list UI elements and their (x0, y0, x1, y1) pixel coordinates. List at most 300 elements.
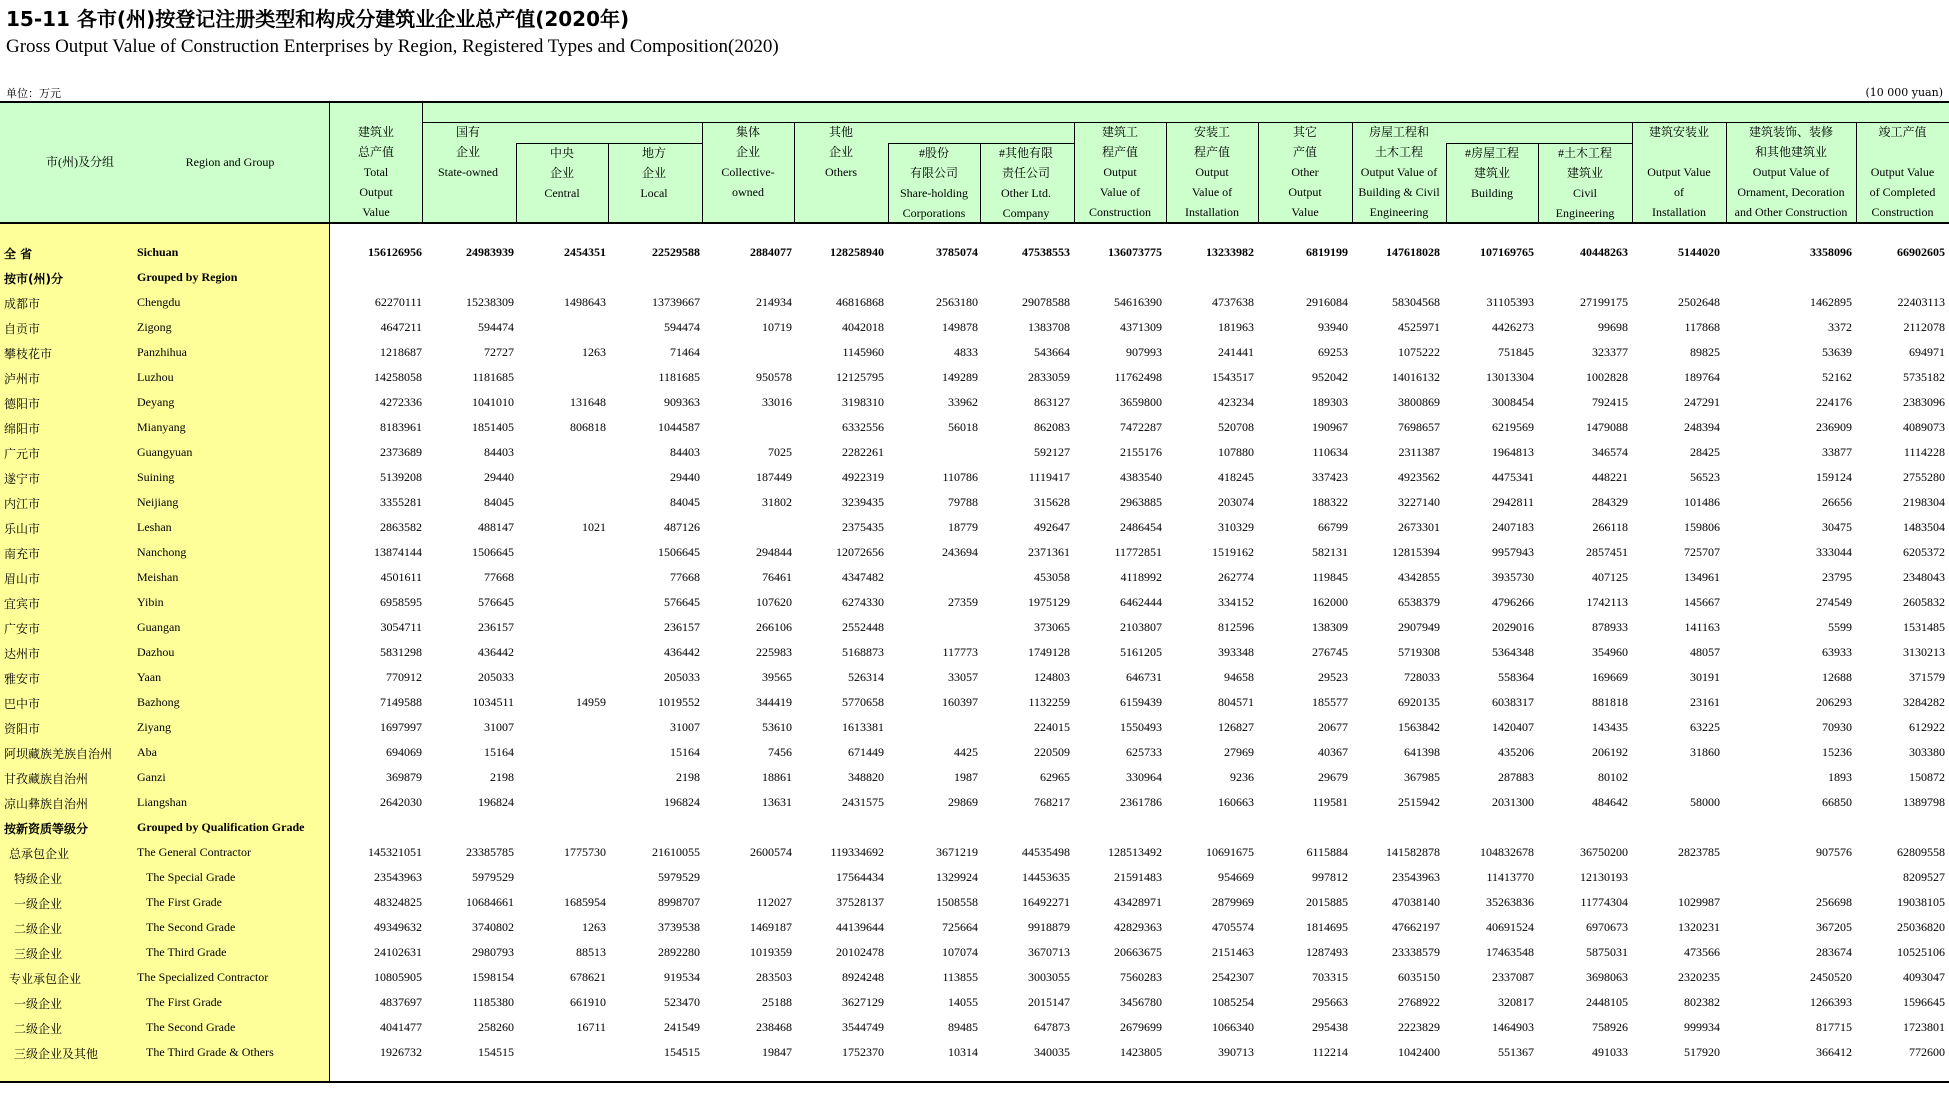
table-cell: 53610 (762, 720, 792, 734)
table-cell: 4501611 (380, 570, 422, 584)
table-cell: 1723801 (1903, 1020, 1945, 1034)
table-cell: 21591483 (1114, 870, 1162, 884)
table-cell: 369879 (386, 770, 422, 784)
table-cell: 266106 (756, 620, 792, 634)
header-central: 中央 企业 Central (544, 146, 580, 200)
table-cell: 5161205 (1120, 645, 1162, 659)
table-cell: 11774304 (1580, 895, 1628, 909)
table-cell: 58304568 (1392, 295, 1440, 309)
table-cell: 2486454 (1120, 520, 1162, 534)
table-cell: 1287493 (1306, 945, 1348, 959)
table-cell: 53639 (1822, 345, 1852, 359)
table-cell: 6219569 (1492, 420, 1534, 434)
row-label-en: Yaan (137, 670, 162, 684)
table-cell: 17463548 (1486, 945, 1534, 959)
table-cell: 134961 (1684, 570, 1720, 584)
table-cell: 21610055 (652, 845, 700, 859)
table-cell: 725664 (942, 920, 978, 934)
header-building: #房屋工程 建筑业 Building (1464, 146, 1519, 200)
row-label-cn: 一级企业 (14, 897, 63, 911)
row-label-en: The Second Grade (146, 920, 236, 934)
table-cell: 17564434 (836, 870, 884, 884)
table-cell: 1021 (582, 520, 606, 534)
table-cell: 2892280 (658, 945, 700, 959)
table-cell: 725707 (1684, 545, 1720, 559)
table-cell: 147618028 (1386, 245, 1440, 259)
table-cell: 4647211 (380, 320, 422, 334)
header-stub-cn: 市(州)及分组 (46, 155, 114, 169)
table-cell: 72727 (484, 345, 514, 359)
table-cell: 2879969 (1212, 895, 1254, 909)
table-cell: 66799 (1318, 520, 1348, 534)
table-cell: 48057 (1690, 645, 1720, 659)
row-label-cn: 遂宁市 (4, 472, 41, 486)
table-cell: 258260 (478, 1020, 514, 1034)
row-label-cn: 内江市 (4, 497, 41, 511)
table-cell: 23161 (1690, 695, 1720, 709)
table-row (0, 465, 1949, 490)
table-cell: 491033 (1592, 1045, 1628, 1059)
table-row (0, 440, 1949, 465)
table-cell: 2320235 (1678, 970, 1720, 984)
table-cell: 15164 (484, 745, 514, 759)
table-cell: 7025 (768, 445, 792, 459)
table-row (0, 715, 1949, 740)
row-label-en: The First Grade (146, 995, 222, 1009)
table-cell: 661910 (570, 995, 606, 1009)
table-cell: 15236 (1822, 745, 1852, 759)
table-cell: 44139644 (836, 920, 884, 934)
table-cell: 4796266 (1492, 595, 1534, 609)
table-cell: 15238309 (466, 295, 514, 309)
table-cell: 5770658 (842, 695, 884, 709)
table-cell: 6538379 (1398, 595, 1440, 609)
table-cell: 22529588 (652, 245, 700, 259)
row-label-cn: 二级企业 (14, 922, 63, 936)
table-cell: 1066340 (1212, 1020, 1254, 1034)
table-cell: 189764 (1684, 370, 1720, 384)
row-label-cn: 专业承包企业 (9, 972, 82, 986)
row-label-en: The Second Grade (146, 1020, 236, 1034)
table-row (0, 265, 1949, 290)
table-cell: 66850 (1822, 795, 1852, 809)
table-cell: 907576 (1816, 845, 1852, 859)
table-cell: 3935730 (1492, 570, 1534, 584)
table-cell: 1814695 (1306, 920, 1348, 934)
row-label-cn: 特级企业 (14, 872, 63, 886)
table-cell: 1002828 (1586, 370, 1628, 384)
table-cell: 6159439 (1120, 695, 1162, 709)
table-cell: 196824 (478, 795, 514, 809)
table-cell: 6332556 (842, 420, 884, 434)
table-cell: 366412 (1816, 1045, 1852, 1059)
table-cell: 27199175 (1580, 295, 1628, 309)
table-row (0, 340, 1949, 365)
row-label-cn: 凉山彝族自治州 (4, 797, 89, 811)
table-cell: 77668 (670, 570, 700, 584)
table-cell: 39565 (762, 670, 792, 684)
table-cell: 2454351 (564, 245, 606, 259)
table-cell: 54616390 (1114, 295, 1162, 309)
table-cell: 266118 (1592, 520, 1628, 534)
table-cell: 5979529 (472, 870, 514, 884)
table-cell: 112214 (1312, 1045, 1348, 1059)
table-cell: 276745 (1312, 645, 1348, 659)
row-label-cn: 德阳市 (4, 397, 41, 411)
table-cell: 131648 (570, 395, 606, 409)
table-cell: 56523 (1690, 470, 1720, 484)
table-cell: 15164 (670, 745, 700, 759)
table-cell: 1119417 (1028, 470, 1070, 484)
table-cell: 238468 (756, 1020, 792, 1034)
table-cell: 1041010 (472, 395, 514, 409)
table-cell: 24102631 (374, 945, 422, 959)
table-cell: 2155176 (1120, 445, 1162, 459)
table-cell: 3659800 (1120, 395, 1162, 409)
table-cell: 3670713 (1028, 945, 1070, 959)
table-cell: 592127 (1034, 445, 1070, 459)
table-cell: 333044 (1816, 545, 1852, 559)
table-row (0, 940, 1949, 965)
table-cell: 3003055 (1028, 970, 1070, 984)
table-cell: 1752370 (842, 1045, 884, 1059)
table-cell: 1019552 (658, 695, 700, 709)
table-cell: 4342855 (1398, 570, 1440, 584)
table-cell: 10719 (762, 320, 792, 334)
table-cell: 205033 (478, 670, 514, 684)
table-cell: 997812 (1312, 870, 1348, 884)
table-cell: 143435 (1592, 720, 1628, 734)
table-cell: 107880 (1218, 445, 1254, 459)
table-cell: 23795 (1822, 570, 1852, 584)
row-label-cn: 巴中市 (4, 697, 41, 711)
table-cell: 49349632 (374, 920, 422, 934)
table-cell: 23385785 (466, 845, 514, 859)
row-label-en: The Third Grade (146, 945, 227, 959)
row-label-cn: 阿坝藏族羌族自治州 (4, 747, 113, 761)
table-cell: 256698 (1816, 895, 1852, 909)
table-cell: 247291 (1684, 395, 1720, 409)
table-cell: 2371361 (1028, 545, 1070, 559)
table-cell: 31802 (762, 495, 792, 509)
table-cell: 33057 (948, 670, 978, 684)
table-cell: 14453635 (1022, 870, 1070, 884)
table-cell: 2673301 (1398, 520, 1440, 534)
table-cell: 30191 (1690, 670, 1720, 684)
table-cell: 862083 (1034, 420, 1070, 434)
table-cell: 196824 (664, 795, 700, 809)
table-cell: 23543963 (374, 870, 422, 884)
table-cell: 694971 (1909, 345, 1945, 359)
table-cell: 63225 (1690, 720, 1720, 734)
table-cell: 62965 (1040, 770, 1070, 784)
row-label-cn: 绵阳市 (4, 422, 41, 436)
table-cell: 320817 (1498, 995, 1534, 1009)
table-cell: 13739667 (652, 295, 700, 309)
table-cell: 1263 (582, 920, 606, 934)
header-collective: 集体 企业 Collective- owned (721, 125, 775, 199)
table-cell: 954669 (1218, 870, 1254, 884)
table-cell: 6819199 (1306, 245, 1348, 259)
table-cell: 37528137 (836, 895, 884, 909)
row-label-en: Deyang (137, 395, 175, 409)
table-cell: 16711 (576, 1020, 606, 1034)
row-label-en: The Third Grade & Others (146, 1045, 274, 1059)
table-cell: 27359 (948, 595, 978, 609)
table-cell: 206192 (1592, 745, 1628, 759)
table-cell: 5735182 (1903, 370, 1945, 384)
table-cell: 29078588 (1022, 295, 1070, 309)
table-cell: 2605832 (1903, 595, 1945, 609)
table-cell: 29523 (1318, 670, 1348, 684)
table-row (0, 990, 1949, 1015)
header-stub-en: Region and Group (185, 155, 275, 169)
table-cell: 66902605 (1897, 245, 1945, 259)
table-cell: 19847 (762, 1045, 792, 1059)
table-cell: 1423805 (1120, 1045, 1162, 1059)
bottom-rule (0, 1081, 1949, 1083)
table-cell: 119581 (1312, 795, 1348, 809)
table-cell: 12125795 (836, 370, 884, 384)
header-installation: 安装工 程产值 Output Value of Installation (1185, 125, 1239, 219)
table-cell: 334152 (1218, 595, 1254, 609)
table-cell: 162000 (1312, 595, 1348, 609)
table-cell: 24983939 (466, 245, 514, 259)
header-building-civil: 房屋工程和 土木工程 Output Value of Building & Civil Engineering (1358, 125, 1440, 219)
table-cell: 4383540 (1120, 470, 1162, 484)
table-row (0, 740, 1949, 765)
row-label-en: Ziyang (137, 720, 171, 734)
table-cell: 1075222 (1398, 345, 1440, 359)
table-cell: 274549 (1816, 595, 1852, 609)
table-row (0, 565, 1949, 590)
table-cell: 35263836 (1486, 895, 1534, 909)
table-cell: 2857451 (1586, 545, 1628, 559)
table-cell: 181963 (1218, 320, 1254, 334)
table-cell: 295438 (1312, 1020, 1348, 1034)
table-cell: 79788 (948, 495, 978, 509)
table-cell: 2980793 (472, 945, 514, 959)
table-cell: 367205 (1816, 920, 1852, 934)
header-other-output: 其它 产值 Other Output Value (1288, 125, 1322, 219)
table-cell: 3227140 (1398, 495, 1440, 509)
table-cell: 1181685 (472, 370, 514, 384)
table-cell: 1893 (1828, 770, 1852, 784)
table-cell: 2282261 (842, 445, 884, 459)
table-cell: 29440 (484, 470, 514, 484)
table-cell: 4041477 (380, 1020, 422, 1034)
table-cell: 310329 (1218, 520, 1254, 534)
row-label-cn: 二级企业 (14, 1022, 63, 1036)
table-cell: 47538553 (1022, 245, 1070, 259)
table-cell: 119334692 (830, 845, 884, 859)
table-cell: 46816868 (836, 295, 884, 309)
table-cell: 22403113 (1897, 295, 1945, 309)
table-cell: 188322 (1312, 495, 1348, 509)
table-row (0, 315, 1949, 340)
table-cell: 2450520 (1810, 970, 1852, 984)
table-cell: 812596 (1218, 620, 1254, 634)
row-label-en: Bazhong (137, 695, 180, 709)
table-cell: 4923562 (1398, 470, 1440, 484)
table-cell: 2223829 (1398, 1020, 1440, 1034)
row-label-cn: 乐山市 (4, 522, 41, 536)
table-row (0, 790, 1949, 815)
table-cell: 11772851 (1114, 545, 1162, 559)
table-cell: 2198 (676, 770, 700, 784)
table-cell: 101486 (1684, 495, 1720, 509)
header-decoration: 建筑装饰、装修 和其他建筑业 Output Value of Ornament, Decoration and Other Construction (1734, 125, 1848, 219)
table-cell: 10314 (948, 1045, 978, 1059)
table-row (0, 640, 1949, 665)
table-cell: 806818 (570, 420, 606, 434)
table-cell: 1964813 (1492, 445, 1534, 459)
table-cell: 10805905 (374, 970, 422, 984)
table-cell: 236157 (664, 620, 700, 634)
table-cell: 80102 (1598, 770, 1628, 784)
table-cell: 2563180 (936, 295, 978, 309)
table-cell: 205033 (664, 670, 700, 684)
table-cell: 5719308 (1398, 645, 1440, 659)
table-cell: 728033 (1404, 670, 1440, 684)
table-row (0, 865, 1949, 890)
row-label-en: The Special Grade (146, 870, 236, 884)
table-cell: 2112078 (1903, 320, 1945, 334)
table-cell: 2833059 (1028, 370, 1070, 384)
table-cell: 2823785 (1678, 845, 1720, 859)
table-cell: 6920135 (1398, 695, 1440, 709)
table-cell: 23338579 (1392, 945, 1440, 959)
table-cell: 159124 (1816, 470, 1852, 484)
table-row (0, 965, 1949, 990)
table-cell: 33962 (948, 395, 978, 409)
row-label-cn: 雅安市 (4, 672, 41, 686)
table-cell: 751845 (1498, 345, 1534, 359)
table-cell: 29440 (670, 470, 700, 484)
table-cell: 13631 (762, 795, 792, 809)
table-cell: 2431575 (842, 795, 884, 809)
table-cell: 283503 (756, 970, 792, 984)
table-cell: 62270111 (374, 295, 422, 309)
table-cell: 63933 (1822, 645, 1852, 659)
table-cell: 520708 (1218, 420, 1254, 434)
table-cell: 770912 (386, 670, 422, 684)
table-cell: 488147 (478, 520, 514, 534)
table-cell: 594474 (478, 320, 514, 334)
table-cell: 1218687 (380, 345, 422, 359)
table-cell: 2029016 (1492, 620, 1534, 634)
table-cell: 2151463 (1212, 945, 1254, 959)
table-row (0, 590, 1949, 615)
table-cell: 5364348 (1492, 645, 1534, 659)
table-cell: 694069 (386, 745, 422, 759)
table-cell: 117773 (942, 645, 978, 659)
row-label-en: Sichuan (137, 245, 179, 259)
table-cell: 1519162 (1212, 545, 1254, 559)
row-label-cn: 宜宾市 (4, 597, 41, 611)
table-cell: 8924248 (842, 970, 884, 984)
table-cell: 33877 (1822, 445, 1852, 459)
table-cell: 1263 (582, 345, 606, 359)
table-cell: 11413770 (1486, 870, 1534, 884)
table-cell: 14258058 (374, 370, 422, 384)
table-cell: 1266393 (1810, 995, 1852, 1009)
row-label-en: Zigong (137, 320, 172, 334)
header-local: 地方 企业 Local (640, 146, 668, 200)
table-cell: 473566 (1684, 945, 1720, 959)
table-cell: 224176 (1816, 395, 1852, 409)
table-cell: 77668 (484, 570, 514, 584)
table-cell: 23543963 (1392, 870, 1440, 884)
table-cell: 141582878 (1386, 845, 1440, 859)
table-cell: 1987 (954, 770, 978, 784)
table-cell: 772600 (1909, 1045, 1945, 1059)
table-row (0, 665, 1949, 690)
table-cell: 284329 (1592, 495, 1628, 509)
table-cell: 9236 (1230, 770, 1254, 784)
table-cell: 8998707 (658, 895, 700, 909)
table-cell: 154515 (478, 1045, 514, 1059)
row-label-cn: 成都市 (4, 297, 41, 311)
table-cell: 2542307 (1212, 970, 1254, 984)
table-cell: 29679 (1318, 770, 1348, 784)
table-cell: 418245 (1218, 470, 1254, 484)
table-cell: 11762498 (1114, 370, 1162, 384)
table-cell: 25036820 (1897, 920, 1945, 934)
table-cell: 5831298 (380, 645, 422, 659)
row-label-en: Suining (137, 470, 175, 484)
table-cell: 2863582 (380, 520, 422, 534)
table-cell: 594474 (664, 320, 700, 334)
table-cell: 2015885 (1306, 895, 1348, 909)
table-cell: 203074 (1218, 495, 1254, 509)
table-row (0, 690, 1949, 715)
table-cell: 1029987 (1678, 895, 1720, 909)
table-cell: 145667 (1684, 595, 1720, 609)
table-cell: 2552448 (842, 620, 884, 634)
table-cell: 804571 (1218, 695, 1254, 709)
table-row (0, 290, 1949, 315)
table-cell: 354960 (1592, 645, 1628, 659)
table-cell: 124803 (1034, 670, 1070, 684)
table-cell: 2198 (490, 770, 514, 784)
header-construction: 建筑工 程产值 Output Value of Construction (1089, 125, 1151, 219)
table-cell: 29869 (948, 795, 978, 809)
table-cell: 241441 (1218, 345, 1254, 359)
table-cell: 346574 (1592, 445, 1628, 459)
table-cell: 1329924 (936, 870, 978, 884)
table-cell: 1598154 (472, 970, 514, 984)
table-row (0, 540, 1949, 565)
table-cell: 952042 (1312, 370, 1348, 384)
table-cell: 287883 (1498, 770, 1534, 784)
table-cell: 10525106 (1897, 945, 1945, 959)
row-label-cn: 按新资质等级分 (4, 822, 89, 836)
title-cn: 15-11 各市(州)按登记注册类型和构成分建筑业企业总产值(2020年) (6, 7, 630, 31)
table-cell: 40691524 (1486, 920, 1534, 934)
table-cell: 1464903 (1492, 1020, 1534, 1034)
table-cell: 4737638 (1212, 295, 1254, 309)
table-cell: 112027 (756, 895, 792, 909)
table-cell: 1462895 (1810, 295, 1852, 309)
table-cell: 89825 (1690, 345, 1720, 359)
table-cell: 13874144 (374, 545, 422, 559)
table-cell: 373065 (1034, 620, 1070, 634)
table-cell: 7698657 (1398, 420, 1440, 434)
table-cell: 4347482 (842, 570, 884, 584)
table-cell: 25188 (762, 995, 792, 1009)
table-cell: 117868 (1684, 320, 1720, 334)
